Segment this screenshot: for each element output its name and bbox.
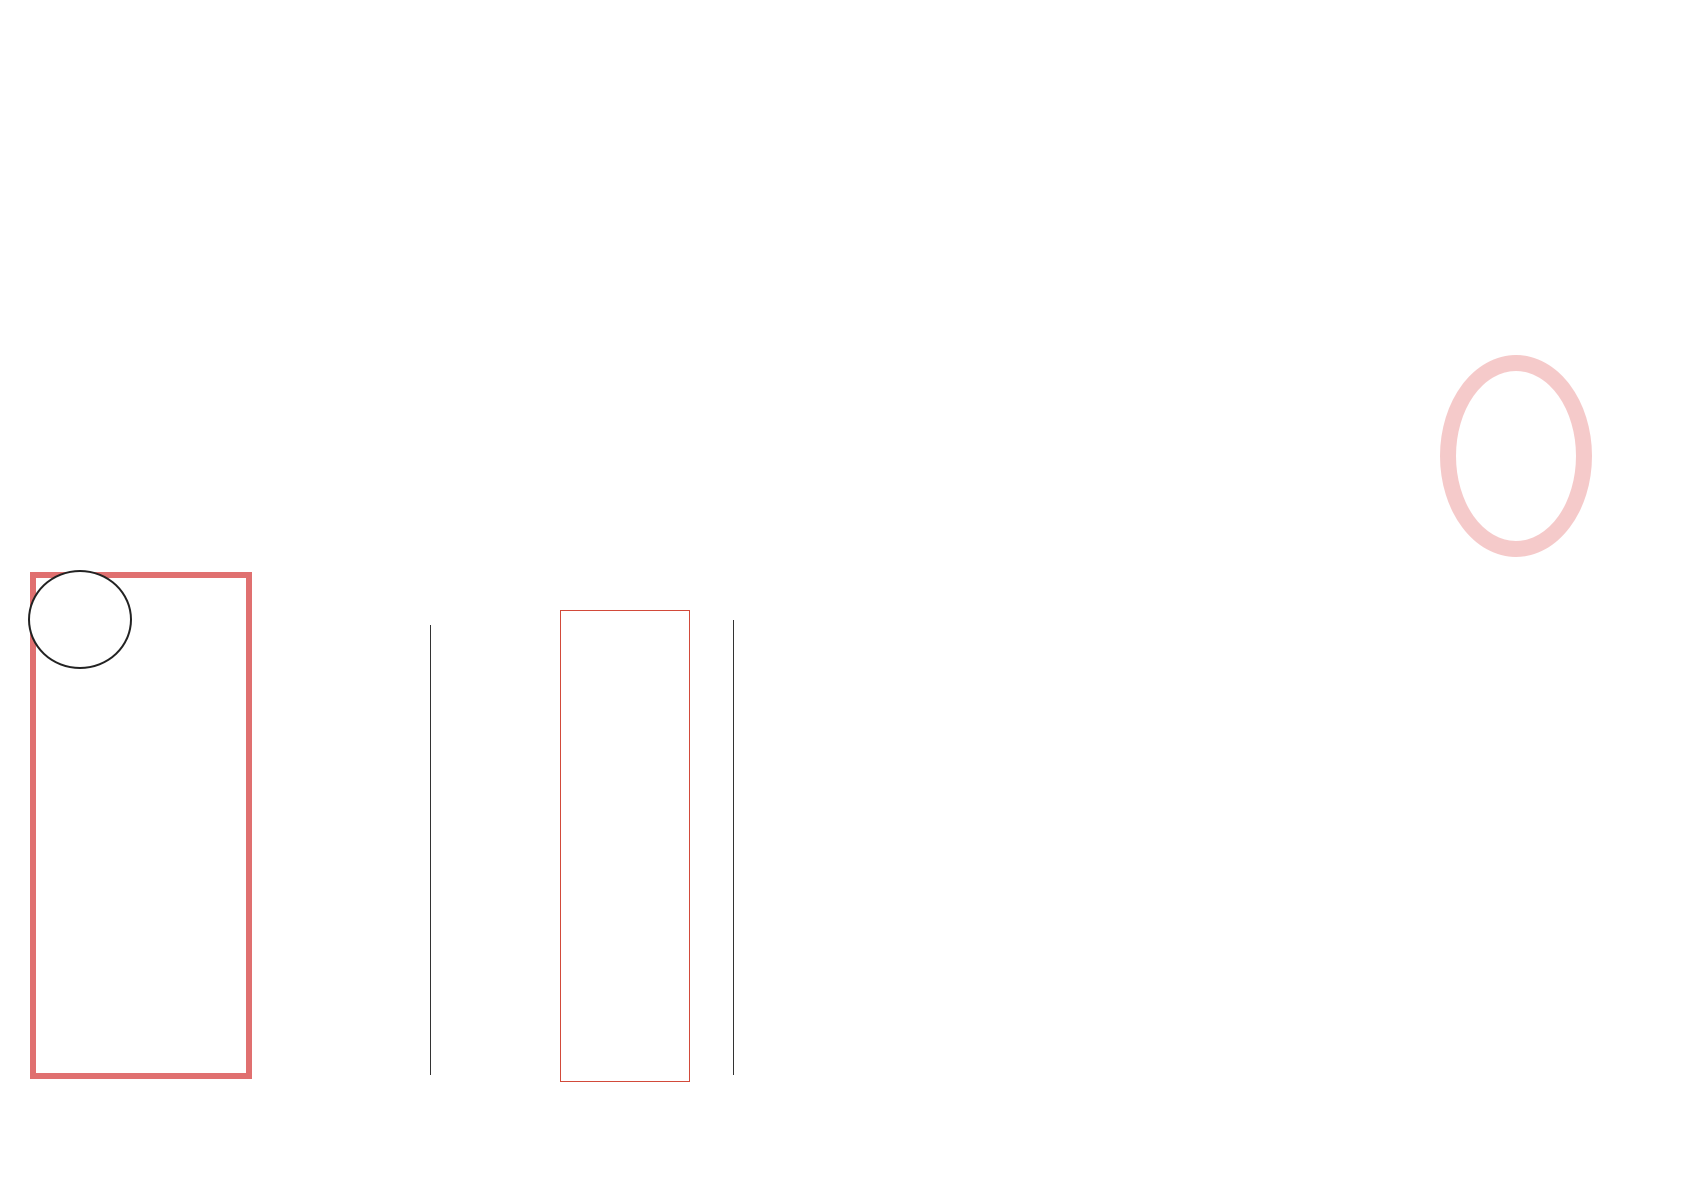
rule-line	[430, 625, 431, 1075]
highlight-circle	[1440, 355, 1592, 557]
kitagin-logo	[28, 570, 132, 669]
bottle-set-box	[560, 610, 690, 1082]
rule-line	[733, 620, 734, 1075]
